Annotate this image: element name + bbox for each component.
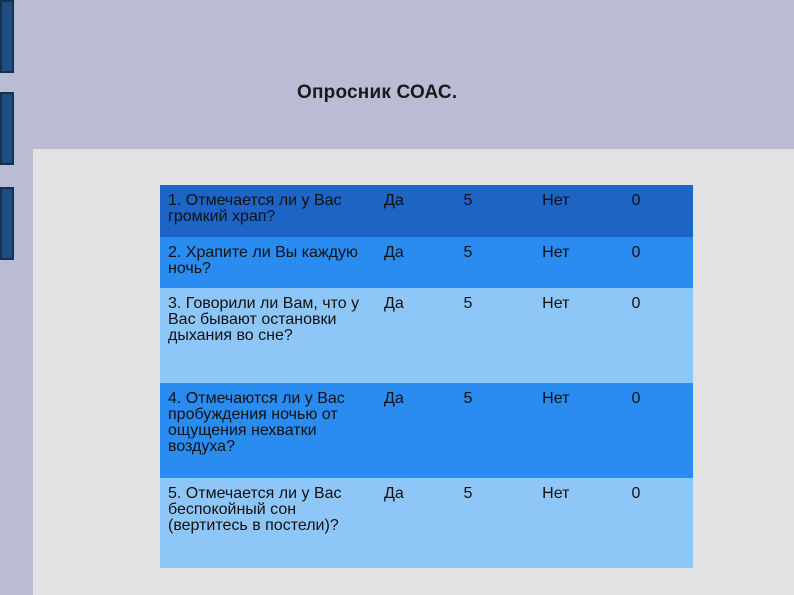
no-points: 0 <box>631 295 641 312</box>
answer-yes: Да <box>384 244 404 261</box>
yes-points: 5 <box>463 192 473 209</box>
yes-points: 5 <box>463 295 473 312</box>
question-text: 2. Храпите ли Вы каждую ночь? <box>168 244 358 277</box>
no-points: 0 <box>631 390 641 407</box>
answer-no: Нет <box>542 244 570 261</box>
question-text: 5. Отмечается ли у Вас беспокойный сон (вертитесь в постели)? <box>168 485 342 534</box>
no-points: 0 <box>631 244 641 261</box>
answer-no: Нет <box>542 295 570 312</box>
question-text: 1. Отмечается ли у Вас громкий храп? <box>168 192 342 225</box>
yes-points: 5 <box>463 244 473 261</box>
table-row <box>160 478 693 568</box>
question-text: 4. Отмечаются ли у Вас пробуждения ночью от ощущения нехватки воздуха? <box>168 390 345 455</box>
question-text: 3. Говорили ли Вам, что у Вас бывают остановки дыхания во сне? <box>168 295 360 344</box>
answer-no: Нет <box>542 390 570 407</box>
table-row <box>160 288 693 383</box>
table-row <box>160 383 693 478</box>
slide-tab-1 <box>0 0 14 73</box>
answer-yes: Да <box>384 295 404 312</box>
answer-no: Нет <box>542 192 570 209</box>
yes-points: 5 <box>463 390 473 407</box>
answer-yes: Да <box>384 485 404 502</box>
table-row <box>160 185 693 237</box>
no-points: 0 <box>631 192 641 209</box>
questionnaire-table <box>160 185 693 568</box>
table-row <box>160 237 693 288</box>
answer-no: Нет <box>542 485 570 502</box>
answer-yes: Да <box>384 390 404 407</box>
yes-points: 5 <box>463 485 473 502</box>
answer-yes: Да <box>384 192 404 209</box>
page-title: Опросник СОАС. <box>297 82 458 103</box>
no-points: 0 <box>631 485 641 502</box>
slide-tab-3 <box>0 187 14 260</box>
slide-tab-2 <box>0 92 14 165</box>
